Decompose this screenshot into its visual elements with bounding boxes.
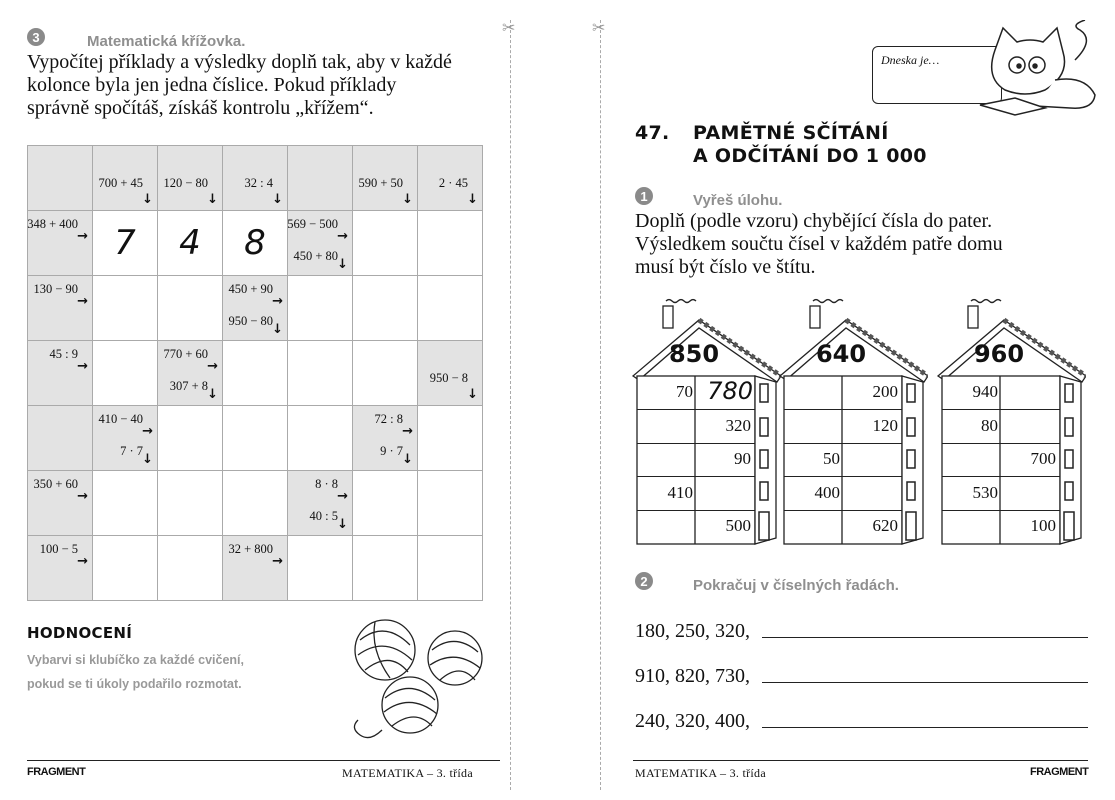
clue-cell: [353, 406, 418, 471]
empty-floor-slot[interactable]: [958, 449, 998, 469]
floor-number: 80: [981, 415, 998, 435]
crossword-row: [28, 276, 483, 341]
arrow-down-icon: ↓: [142, 452, 153, 467]
answer-cell[interactable]: [418, 471, 483, 536]
house-floor: [942, 510, 1060, 543]
answer-cell[interactable]: [288, 341, 353, 406]
answer-cell[interactable]: [158, 406, 223, 471]
floor-number: 700: [1030, 449, 1056, 468]
arrow-right-icon: →: [77, 229, 88, 244]
down-clue: 40 : 5: [309, 509, 338, 523]
arrow-right-icon: →: [272, 554, 283, 569]
clue-cell: [288, 146, 353, 211]
empty-floor-slot[interactable]: [958, 516, 998, 536]
answer-cell[interactable]: [353, 536, 418, 601]
house: [782, 298, 930, 548]
house-floor: [637, 477, 755, 511]
house-total: 960: [973, 340, 1025, 368]
answer-cell[interactable]: [353, 471, 418, 536]
date-box-label: Dneska je…: [881, 53, 940, 67]
clue-cell: [93, 146, 158, 211]
arrow-right-icon: →: [77, 554, 88, 569]
number-sequence: 240, 320, 400,: [635, 710, 750, 732]
house-floor: [942, 410, 1060, 444]
clue-cell: [288, 211, 353, 276]
clue-cell: [28, 406, 93, 471]
arrow-down-icon: ↓: [272, 322, 283, 337]
answer-cell[interactable]: [223, 471, 288, 536]
arrow-down-icon: ↓: [337, 517, 348, 532]
empty-floor-slot[interactable]: [711, 483, 751, 503]
instruction-line: správně spočítáš, získáš kontrolu „křížem“.: [27, 97, 374, 119]
lesson-title-line: PAMĚTNÉ SČÍTÁNÍ: [693, 122, 889, 144]
arrow-right-icon: →: [337, 489, 348, 504]
clue-cell: [288, 471, 353, 536]
arrow-down-icon: ↓: [402, 452, 413, 467]
filled-digit: 7: [114, 223, 136, 263]
arrow-down-icon: ↓: [272, 192, 283, 207]
floor-number: 940: [972, 382, 998, 401]
house-floor: [784, 477, 902, 511]
answer-cell[interactable]: [288, 536, 353, 601]
house-floor: [637, 510, 755, 543]
down-clue: 307 + 8: [169, 379, 208, 393]
arrow-down-icon: ↓: [142, 192, 153, 207]
across-clue: 569 − 500: [287, 217, 338, 231]
scissors-icon: ✂: [592, 20, 606, 37]
empty-floor-slot[interactable]: [1016, 483, 1056, 503]
across-clue: 130 − 90: [33, 282, 78, 296]
task-number-badge: 3: [27, 28, 45, 46]
empty-floor-slot[interactable]: [653, 416, 693, 436]
down-clue: 700 + 45: [98, 176, 143, 190]
floor-number: 50: [823, 449, 840, 468]
crossword-grid: [27, 145, 483, 601]
across-clue: 72 : 8: [374, 412, 403, 426]
house-floor: [942, 376, 1060, 410]
floor-number: 320: [725, 415, 751, 435]
instruction-line: kolonce byla jen jedna číslice. Pokud příklady: [27, 74, 397, 96]
crossword-row: [28, 471, 483, 536]
empty-floor-slot[interactable]: [858, 483, 898, 503]
answer-cell[interactable]: [93, 536, 158, 601]
instruction-line: Výsledkem součtu čísel v každém patře domu: [635, 233, 1003, 255]
yarn-ball-icon[interactable]: [428, 631, 482, 685]
task-title: Matematická křížovka.: [87, 33, 246, 50]
clue-cell: [418, 146, 483, 211]
clue-cell: [28, 211, 93, 276]
across-clue: 8 · 8: [315, 477, 338, 491]
answer-cell[interactable]: [223, 406, 288, 471]
answer-cell[interactable]: [158, 536, 223, 601]
empty-floor-slot[interactable]: [653, 516, 693, 536]
answer-cell[interactable]: [223, 211, 288, 276]
answer-cell[interactable]: [93, 471, 158, 536]
clue-cell: [353, 146, 418, 211]
across-clue: 350 + 60: [33, 477, 78, 491]
across-clue: 410 − 40: [98, 412, 143, 426]
answer-line[interactable]: [762, 682, 1088, 683]
floor-number: 120: [872, 415, 898, 435]
floor-number: 620: [872, 516, 898, 535]
empty-floor-slot[interactable]: [1016, 416, 1056, 436]
instruction-line: Doplň (podle vzoru) chybějící čísla do pater.: [635, 210, 993, 232]
down-clue: 450 + 80: [293, 249, 338, 263]
house-total: 640: [815, 340, 867, 368]
answer-cell[interactable]: [418, 536, 483, 601]
clue-cell: [28, 146, 93, 211]
empty-floor-slot[interactable]: [1016, 382, 1056, 402]
empty-floor-slot[interactable]: [800, 416, 840, 436]
evaluation-line: Vybarvi si klubíčko za každé cvičení,: [27, 653, 245, 667]
across-clue: 32 + 800: [228, 542, 273, 556]
task-title: Vyřeš úlohu.: [693, 192, 783, 209]
crossword-row: [28, 536, 483, 601]
floor-number: 500: [725, 516, 751, 535]
scissors-icon: ✂: [502, 20, 516, 37]
yarn-ball-icon[interactable]: [382, 677, 438, 733]
number-sequence: 180, 250, 320,: [635, 620, 750, 642]
across-clue: 45 : 9: [49, 347, 78, 361]
arrow-down-icon: ↓: [402, 192, 413, 207]
evaluation-line: pokud se ti úkoly podařilo rozmotat.: [27, 677, 242, 691]
house-floor: [637, 410, 755, 444]
answer-cell[interactable]: [418, 406, 483, 471]
footer-subject: MATEMATIKA – 3. třída: [342, 766, 473, 780]
clue-cell: [93, 406, 158, 471]
arrow-right-icon: →: [77, 489, 88, 504]
arrow-down-icon: ↓: [207, 192, 218, 207]
house-floor: [637, 443, 755, 477]
arrow-right-icon: →: [77, 359, 88, 374]
across-clue: 770 + 60: [163, 347, 208, 361]
down-clue: 120 − 80: [163, 176, 208, 190]
answer-cell[interactable]: [353, 211, 418, 276]
house-total: 850: [668, 340, 720, 368]
task-number-badge: 2: [635, 572, 653, 590]
answer-cell[interactable]: [353, 276, 418, 341]
clue-cell: [158, 146, 223, 211]
yarn-balls-illustration: [330, 610, 490, 745]
answer-cell[interactable]: [223, 341, 288, 406]
publisher-logo: FRAGMENT: [1030, 766, 1089, 778]
floor-number: 400: [814, 482, 840, 502]
house: [940, 298, 1088, 548]
across-clue: 100 − 5: [39, 542, 78, 556]
answer-cell[interactable]: [158, 211, 223, 276]
lesson-title: [693, 122, 927, 168]
across-clue: 450 + 90: [228, 282, 273, 296]
crossword-row: [28, 211, 483, 276]
answer-cell[interactable]: [288, 276, 353, 341]
footer-subject: MATEMATIKA – 3. třída: [635, 766, 766, 780]
clue-cell: [28, 341, 93, 406]
answer-cell[interactable]: [93, 211, 158, 276]
down-clue: 32 : 4: [244, 176, 273, 190]
footer-rule: [27, 760, 500, 761]
answer-line[interactable]: [762, 637, 1088, 638]
instruction-line: musí být číslo ve štítu.: [635, 256, 816, 278]
clue-cell: [28, 276, 93, 341]
answer-cell[interactable]: [288, 406, 353, 471]
answer-cell[interactable]: [418, 211, 483, 276]
publisher-logo: FRAGMENT: [27, 766, 86, 778]
crossword-row: [28, 341, 483, 406]
crossword-row: [28, 146, 483, 211]
arrow-down-icon: ↓: [467, 387, 478, 402]
house-floor: [942, 477, 1060, 511]
instruction-line: Vypočítej příklady a výsledky doplň tak, aby v každé: [27, 51, 452, 73]
down-clue: 2 · 45: [438, 176, 468, 190]
down-clue: 590 + 50: [358, 176, 403, 190]
cut-line-right: [600, 20, 601, 790]
floor-number: 70: [676, 382, 693, 401]
cut-line-left: [510, 20, 511, 790]
house-floor: [784, 376, 902, 410]
footer-rule: [633, 760, 1088, 761]
answer-cell[interactable]: [158, 471, 223, 536]
empty-floor-slot[interactable]: [800, 516, 840, 536]
house-floor: [784, 410, 902, 444]
floor-number: 530: [972, 482, 998, 502]
down-clue: 950 − 8: [429, 371, 468, 385]
floor-number: 90: [734, 449, 751, 468]
crossword-row: [28, 406, 483, 471]
answer-cell[interactable]: [158, 276, 223, 341]
floor-number: 410: [667, 482, 693, 502]
floor-number: 200: [872, 382, 898, 401]
arrow-right-icon: →: [272, 294, 283, 309]
task-instructions: [635, 210, 1003, 279]
clue-cell: [223, 146, 288, 211]
clue-cell: [223, 536, 288, 601]
floor-number: 780: [707, 377, 753, 405]
arrow-right-icon: →: [207, 359, 218, 374]
clue-cell: [223, 276, 288, 341]
answer-cell[interactable]: [93, 341, 158, 406]
task-instructions: [27, 51, 452, 120]
arrow-right-icon: →: [77, 294, 88, 309]
house-floor: [784, 510, 902, 543]
filled-digit: 4: [179, 223, 201, 263]
house-floor: [637, 376, 755, 410]
clue-cell: [158, 341, 223, 406]
lesson-title-line: A ODČÍTÁNÍ DO 1 000: [693, 145, 927, 167]
answer-cell[interactable]: [353, 341, 418, 406]
empty-floor-slot[interactable]: [800, 382, 840, 402]
clue-cell: [28, 471, 93, 536]
task-number-badge: 1: [635, 187, 653, 205]
house-floor: [942, 443, 1060, 477]
lesson-number: 47.: [635, 122, 670, 144]
filled-digit: 8: [244, 223, 266, 263]
arrow-down-icon: ↓: [467, 192, 478, 207]
answer-cell[interactable]: [93, 276, 158, 341]
arrow-right-icon: →: [402, 424, 413, 439]
arrow-down-icon: ↓: [337, 257, 348, 272]
answer-cell[interactable]: [418, 276, 483, 341]
answer-line[interactable]: [762, 727, 1088, 728]
arrow-right-icon: →: [142, 424, 153, 439]
empty-floor-slot[interactable]: [653, 449, 693, 469]
house-floor: [784, 443, 902, 477]
down-clue: 7 · 7: [120, 444, 143, 458]
across-clue: 348 + 400: [27, 217, 78, 231]
evaluation-title: HODNOCENÍ: [27, 624, 133, 642]
house: [635, 298, 783, 548]
down-clue: 9 · 7: [380, 444, 403, 458]
empty-floor-slot[interactable]: [858, 449, 898, 469]
task-title: Pokračuj v číselných řadách.: [693, 577, 899, 594]
down-clue: 950 − 80: [228, 314, 273, 328]
cat-reading-illustration: [975, 20, 1105, 120]
evaluation-text: [27, 648, 244, 696]
arrow-right-icon: →: [337, 229, 348, 244]
arrow-down-icon: ↓: [207, 387, 218, 402]
clue-cell: [28, 536, 93, 601]
clue-cell: [418, 341, 483, 406]
number-sequence: 910, 820, 730,: [635, 665, 750, 687]
floor-number: 100: [1030, 516, 1056, 535]
